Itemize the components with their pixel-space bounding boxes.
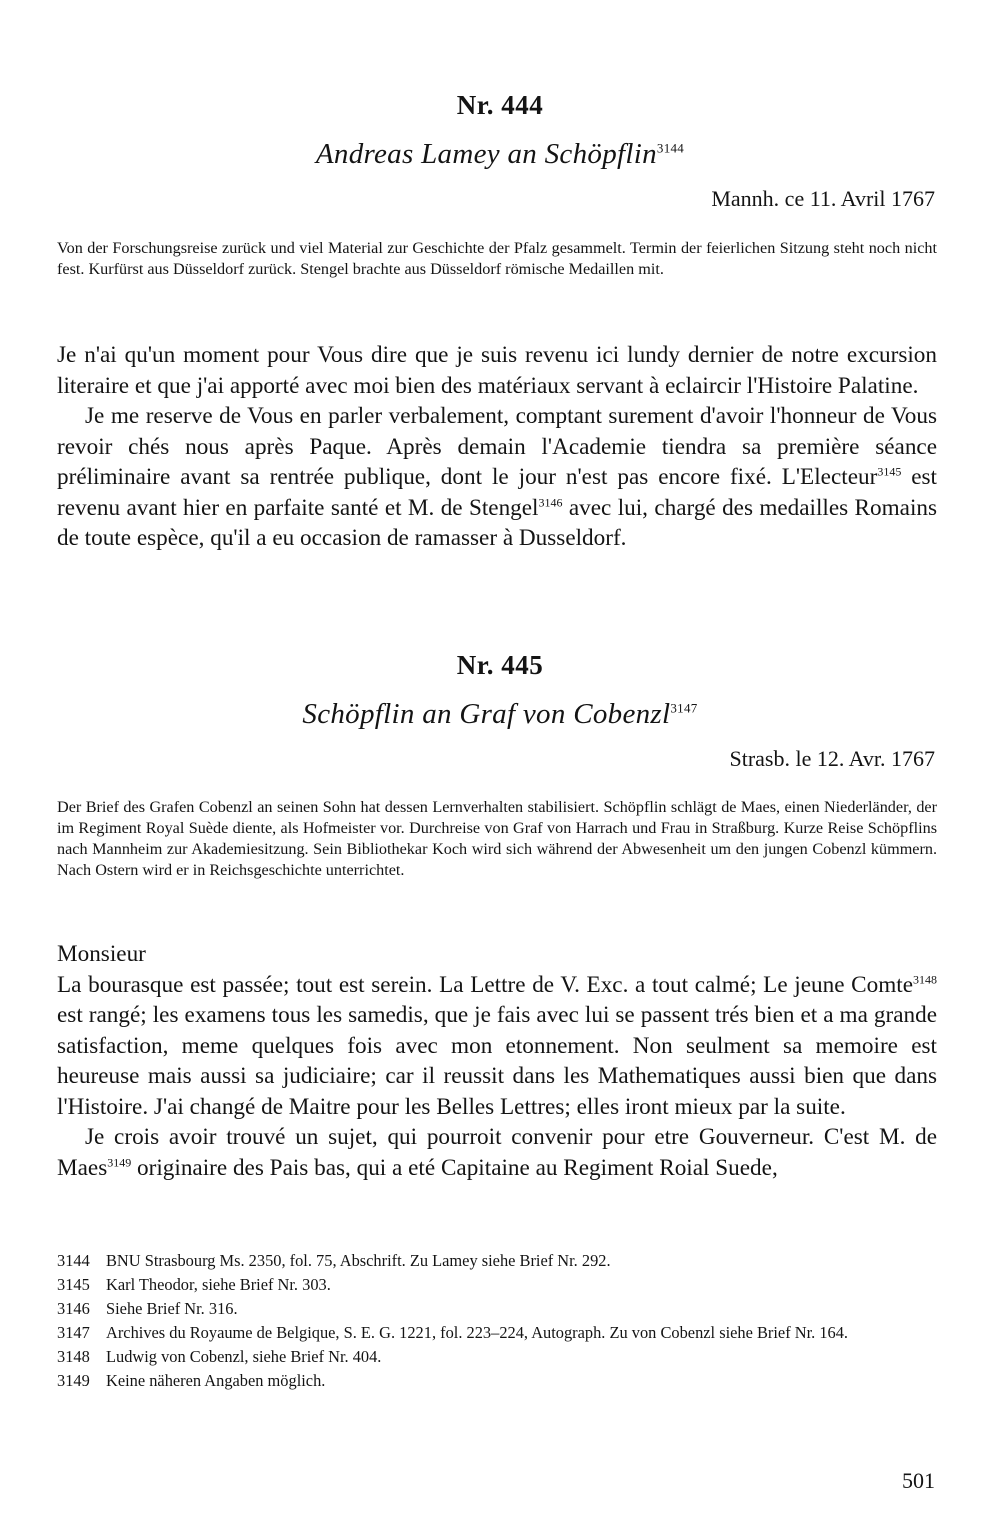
footnote [57, 1298, 937, 1320]
paragraph-text: Je crois avoir trouvé un sujet, qui pourroit convenir pour etre Gouverneur. C'est M. de Maes [57, 1124, 937, 1181]
footnote-ref: 3145 [877, 464, 902, 479]
footnote-text: BNU Strasbourg Ms. 2350, fol. 75, Abschrift. Zu Lamey siehe Brief Nr. 292. [106, 1251, 611, 1270]
footnote [57, 1322, 937, 1344]
footnote-number: 3145 [57, 1275, 90, 1294]
footnote-text: Keine näheren Angaben möglich. [106, 1371, 326, 1390]
salutation: Monsieur [57, 941, 146, 967]
footnote [57, 1250, 937, 1272]
footnote-text: Karl Theodor, siehe Brief Nr. 303. [106, 1275, 331, 1294]
letter-summary: Der Brief des Grafen Cobenzl an seinen Sohn hat dessen Lernverhalten stabilisiert. Schöpflin schlägt de Maes, einen Niederländer, der im Regiment Royal Suède diente, als Hofmeister vor. Durchreise von Graf von Harrach und Frau in Straßburg. Kurze Reise Schöpflins nach Mannheim zur Akademiesitzung. Sein Bibliothekar Koch wird sich während der Abwesenheit um den jungen Cobenzl kümmern. Nach Ostern wird er in Reichsgeschichte unterrichtet. [57, 798, 937, 879]
paragraph [57, 401, 937, 554]
paragraph [57, 1122, 937, 1183]
footnote-text: Archives du Royaume de Belgique, S. E. G. 1221, fol. 223–224, Autograph. Zu von Cobenzl siehe Brief Nr. 164. [106, 1323, 849, 1342]
footnote-number: 3144 [57, 1251, 90, 1270]
footnote [57, 1370, 937, 1392]
letter-title [0, 698, 1000, 731]
letter-dateline: Strasb. le 12. Avr. 1767 [729, 746, 935, 771]
letter-dateline: Mannh. ce 11. Avril 1767 [711, 186, 935, 211]
footnote-ref: 3146 [538, 494, 563, 509]
footnotes [57, 1250, 937, 1394]
letter-title-text: Andreas Lamey an Schöpflin [315, 138, 657, 170]
paragraph: Je n'ai qu'un moment pour Vous dire que je suis revenu ici lundy dernier de notre excursion literaire et que j'ai apporté avec moi bien des matériaux servant à eclaircir l'Histoire Palatine. [57, 342, 937, 399]
paragraph-text: Je me reserve de Vous en parler verbalement, comptant surement d'avoir l'honneur de Vous revoir chés nous après Paque. Après demain l'Academie tiendra sa première séance préliminaire avant sa rentrée publique, dont le jour n'est pas encore fixé. L'Electeur [57, 403, 937, 490]
letter-summary: Von der Forschungsreise zurück und viel Material zur Geschichte der Pfalz gesammelt. Termin der feierlichen Sitzung steht noch nicht fest. Kurfürst aus Düsseldorf zurück. Stengel brachte aus Düsseldorf römische Medaillen mit. [57, 239, 937, 278]
letter-body [57, 939, 937, 1183]
letter-title-text: Schöpflin an Graf von Cobenzl [302, 698, 671, 730]
footnote [57, 1274, 937, 1296]
paragraph-text: originaire des Pais bas, qui a eté Capitaine au Regiment Roial Suede, [131, 1154, 778, 1181]
footnote-number: 3147 [57, 1323, 90, 1342]
page-number: 501 [902, 1468, 935, 1493]
paragraph-text: est revenu avant hier en parfaite santé et M. de Stengel [57, 464, 938, 521]
letter-number: Nr. 445 [456, 650, 544, 680]
paragraph [57, 970, 937, 1123]
footnote-ref: 3148 [913, 971, 937, 986]
paragraph-text: est rangé; les examens tous les samedis, que je fais avec lui se passent trés bien et a ma grande satisfaction, meme quelques fois avec mon etonnement. Non seulment sa memoire est heureuse mais aussi sa judiciaire; car il reussit dans les Mathematiques aussi bien que dans l'Histoire. J'ai changé de Maitre pour les Belles Lettres; elles iront mieux par la suite. [57, 1002, 937, 1120]
footnote-ref: 3144 [656, 140, 685, 156]
letter-title [0, 138, 1000, 171]
paragraph-text: La bourasque est passée; tout est serein. La Lettre de V. Exc. a tout calmé; Le jeune Comte [57, 971, 913, 998]
footnote-ref: 3147 [670, 700, 698, 716]
footnote-number: 3149 [57, 1371, 90, 1390]
letter-number: Nr. 444 [456, 90, 544, 120]
footnote [57, 1346, 937, 1368]
footnote-number: 3146 [57, 1299, 90, 1318]
paragraph-text: avec lui, chargé des medailles Romains de toute espèce, qu'il a eu occasion de ramasser à Dusseldorf. [57, 494, 937, 551]
footnote-ref: 3149 [107, 1154, 132, 1169]
footnote-text: Siehe Brief Nr. 316. [106, 1299, 238, 1318]
letter-body [57, 340, 937, 554]
footnote-number: 3148 [57, 1347, 90, 1366]
footnote-text: Ludwig von Cobenzl, siehe Brief Nr. 404. [106, 1347, 382, 1366]
